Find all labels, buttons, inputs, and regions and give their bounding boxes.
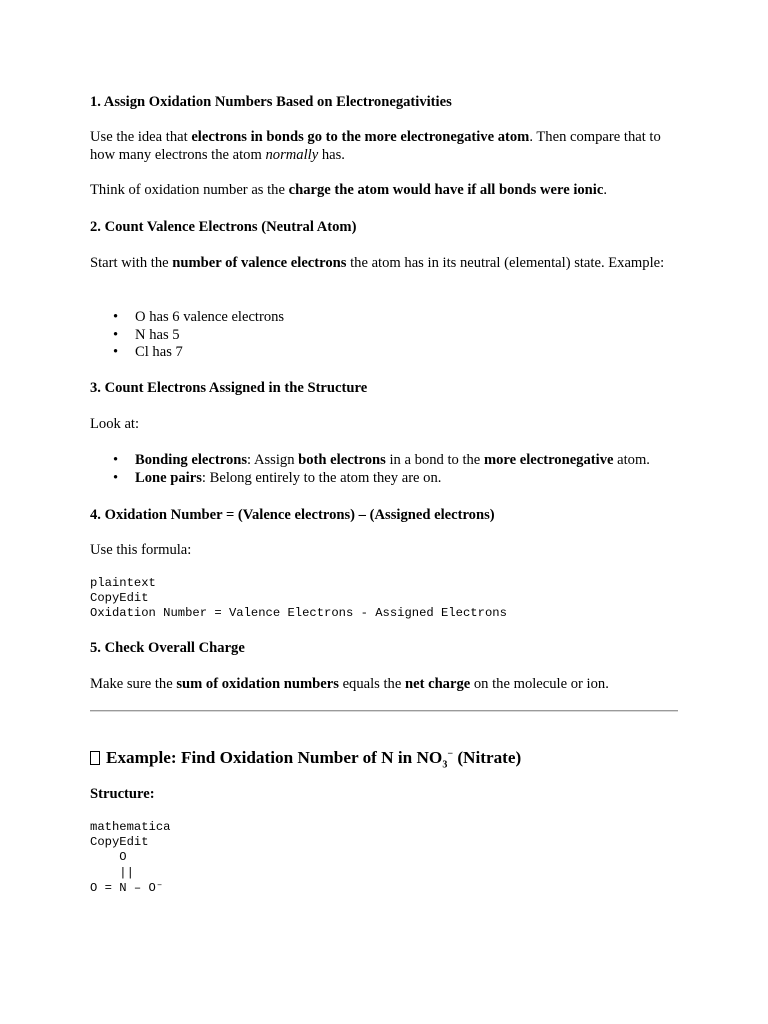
- section-5-heading: 5. Check Overall Charge: [90, 640, 245, 656]
- valence-list: [90, 309, 725, 362]
- text-run: Think of oxidation number as the: [90, 182, 289, 198]
- section-5-paragraph-1: [90, 676, 680, 694]
- code-language-label: plaintext: [90, 576, 156, 590]
- bold-run: more electronegative: [483, 452, 614, 468]
- bold-run: Lone pairs: [135, 469, 202, 486]
- section-1-paragraph-2: [90, 182, 680, 200]
- section-4-paragraph-1: Use this formula:: [90, 542, 192, 558]
- list-item: • N has 5: [135, 327, 725, 345]
- code-line: O: [90, 850, 127, 865]
- bold-run: electrons in bonds go to the more electronegative atom: [191, 129, 530, 145]
- superscript: −: [447, 748, 454, 760]
- bold-run: Bonding electrons: [135, 452, 248, 468]
- section-2-paragraph-1: [90, 255, 680, 273]
- text-run: in a bond to the: [385, 452, 484, 468]
- list-item: • O has 6 valence electrons: [135, 309, 725, 327]
- example-heading: [90, 748, 680, 771]
- list-item: [135, 470, 725, 488]
- code-line: Oxidation Number = Valence Electrons - Assigned Electrons: [90, 606, 507, 621]
- copy-edit-label[interactable]: CopyEdit: [90, 835, 149, 850]
- section-2-heading: 2. Count Valence Electrons (Neutral Atom): [90, 219, 357, 235]
- text-run: : Belong entirely to the atom they are on.: [201, 469, 442, 486]
- bold-run: net charge: [404, 676, 471, 692]
- code-line: O = N – O⁻: [90, 880, 164, 895]
- horizontal-divider: [90, 710, 678, 712]
- text-run: atom.: [613, 452, 650, 468]
- formula-code-block: [90, 576, 680, 622]
- missing-glyph-icon: [90, 751, 100, 765]
- section-3-paragraph-1: Look at:: [90, 416, 140, 432]
- section-4-heading: 4. Oxidation Number = (Valence electrons) – (Assigned electrons): [90, 507, 495, 523]
- assignment-list: [90, 452, 725, 487]
- bold-run: charge the atom would have if all bonds were ionic: [288, 182, 604, 198]
- bold-run: number of valence electrons: [172, 255, 347, 271]
- list-item: • Cl has 7: [135, 344, 725, 362]
- code-language-label: mathematica: [90, 820, 171, 834]
- text-run: has.: [318, 146, 345, 163]
- list-item: [135, 452, 725, 470]
- text-run: .: [603, 182, 607, 198]
- text-run: (Nitrate): [453, 748, 522, 767]
- copy-edit-label[interactable]: CopyEdit: [90, 591, 149, 606]
- section-1-heading: 1. Assign Oxidation Numbers Based on Electronegativities: [90, 94, 452, 110]
- bold-run: sum of oxidation numbers: [176, 676, 339, 692]
- text-run: Use the idea that: [90, 129, 192, 145]
- text-run: : Assign: [247, 452, 299, 468]
- subscript: 3: [442, 759, 448, 771]
- text-run: equals the: [338, 676, 405, 692]
- text-run: Make sure the: [90, 676, 177, 692]
- text-run: Start with the: [90, 255, 173, 271]
- section-3-heading: 3. Count Electrons Assigned in the Structure: [90, 380, 368, 396]
- section-1-paragraph-1: [90, 129, 680, 164]
- structure-label: Structure:: [90, 786, 155, 802]
- structure-code-block: [90, 820, 680, 896]
- text-run: the atom has in its neutral (elemental) state. Example:: [346, 255, 665, 271]
- code-line: ||: [90, 865, 134, 880]
- italic-run: normally: [265, 146, 319, 163]
- text-run: Example: Find Oxidation Number of N in NO: [106, 748, 443, 767]
- text-run: . Then compare that to how many electrons the atom: [90, 129, 661, 163]
- bold-run: both electrons: [298, 452, 386, 468]
- text-run: on the molecule or ion.: [470, 676, 609, 692]
